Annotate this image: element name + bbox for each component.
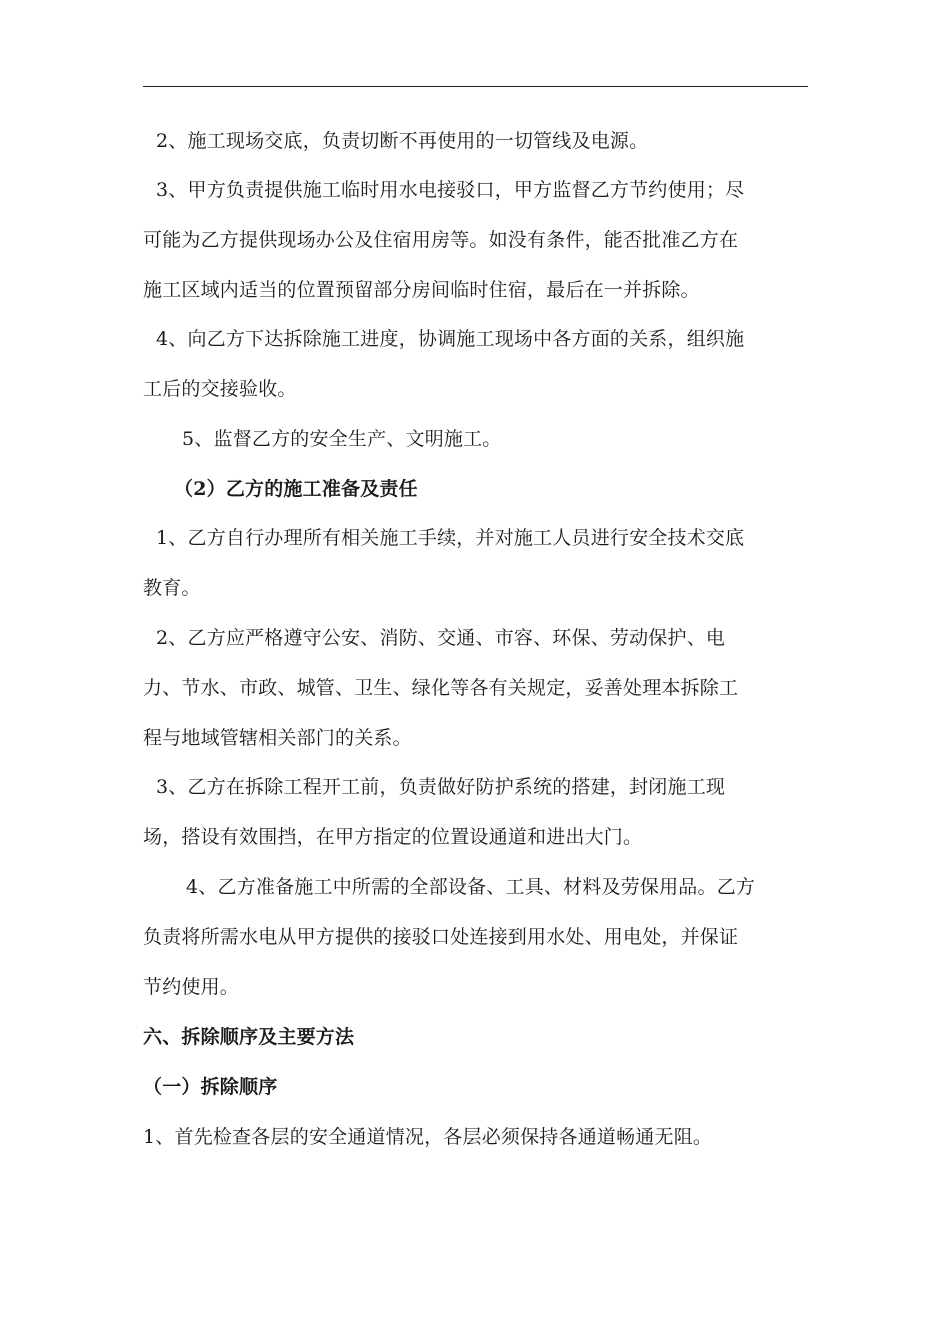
body-line: 4、向乙方下达拆除施工进度，协调施工现场中各方面的关系，组织施 bbox=[156, 328, 745, 350]
section-heading: 六、拆除顺序及主要方法 bbox=[143, 1026, 355, 1048]
body-line: 可能为乙方提供现场办公及住宿用房等。如没有条件，能否批准乙方在 bbox=[143, 229, 739, 251]
subsection-heading: （2）乙方的施工准备及责任 bbox=[174, 478, 418, 500]
body-line: 工后的交接验收。 bbox=[143, 378, 297, 400]
body-line: 力、节水、市政、城管、卫生、绿化等各有关规定，妥善处理本拆除工 bbox=[143, 677, 739, 699]
body-line: 负责将所需水电从甲方提供的接驳口处连接到用水处、用电处，并保证 bbox=[143, 926, 739, 948]
body-line: 2、施工现场交底，负责切断不再使用的一切管线及电源。 bbox=[156, 130, 649, 152]
body-line: 场，搭设有效围挡，在甲方指定的位置设通道和进出大门。 bbox=[143, 826, 643, 848]
body-line: 1、乙方自行办理所有相关施工手续，并对施工人员进行安全技术交底 bbox=[156, 527, 745, 549]
body-line: 施工区域内适当的位置预留部分房间临时住宿，最后在一并拆除。 bbox=[143, 279, 700, 301]
body-line: 节约使用。 bbox=[143, 976, 240, 998]
body-line: 4、乙方准备施工中所需的全部设备、工具、材料及劳保用品。乙方 bbox=[186, 876, 756, 898]
header-rule bbox=[143, 86, 808, 87]
body-line: 教育。 bbox=[143, 577, 201, 599]
body-line: 3、乙方在拆除工程开工前，负责做好防护系统的搭建，封闭施工现 bbox=[156, 776, 726, 798]
body-line: 1、首先检查各层的安全通道情况，各层必须保持各通道畅通无阻。 bbox=[143, 1126, 713, 1148]
subsection-heading: （一）拆除顺序 bbox=[143, 1076, 278, 1098]
body-line: 程与地域管辖相关部门的关系。 bbox=[143, 727, 412, 749]
body-line: 3、甲方负责提供施工临时用水电接驳口，甲方监督乙方节约使用；尽 bbox=[156, 179, 745, 201]
body-line: 2、乙方应严格遵守公安、消防、交通、市容、环保、劳动保护、电 bbox=[156, 627, 726, 649]
body-line: 5、监督乙方的安全生产、文明施工。 bbox=[182, 428, 502, 450]
